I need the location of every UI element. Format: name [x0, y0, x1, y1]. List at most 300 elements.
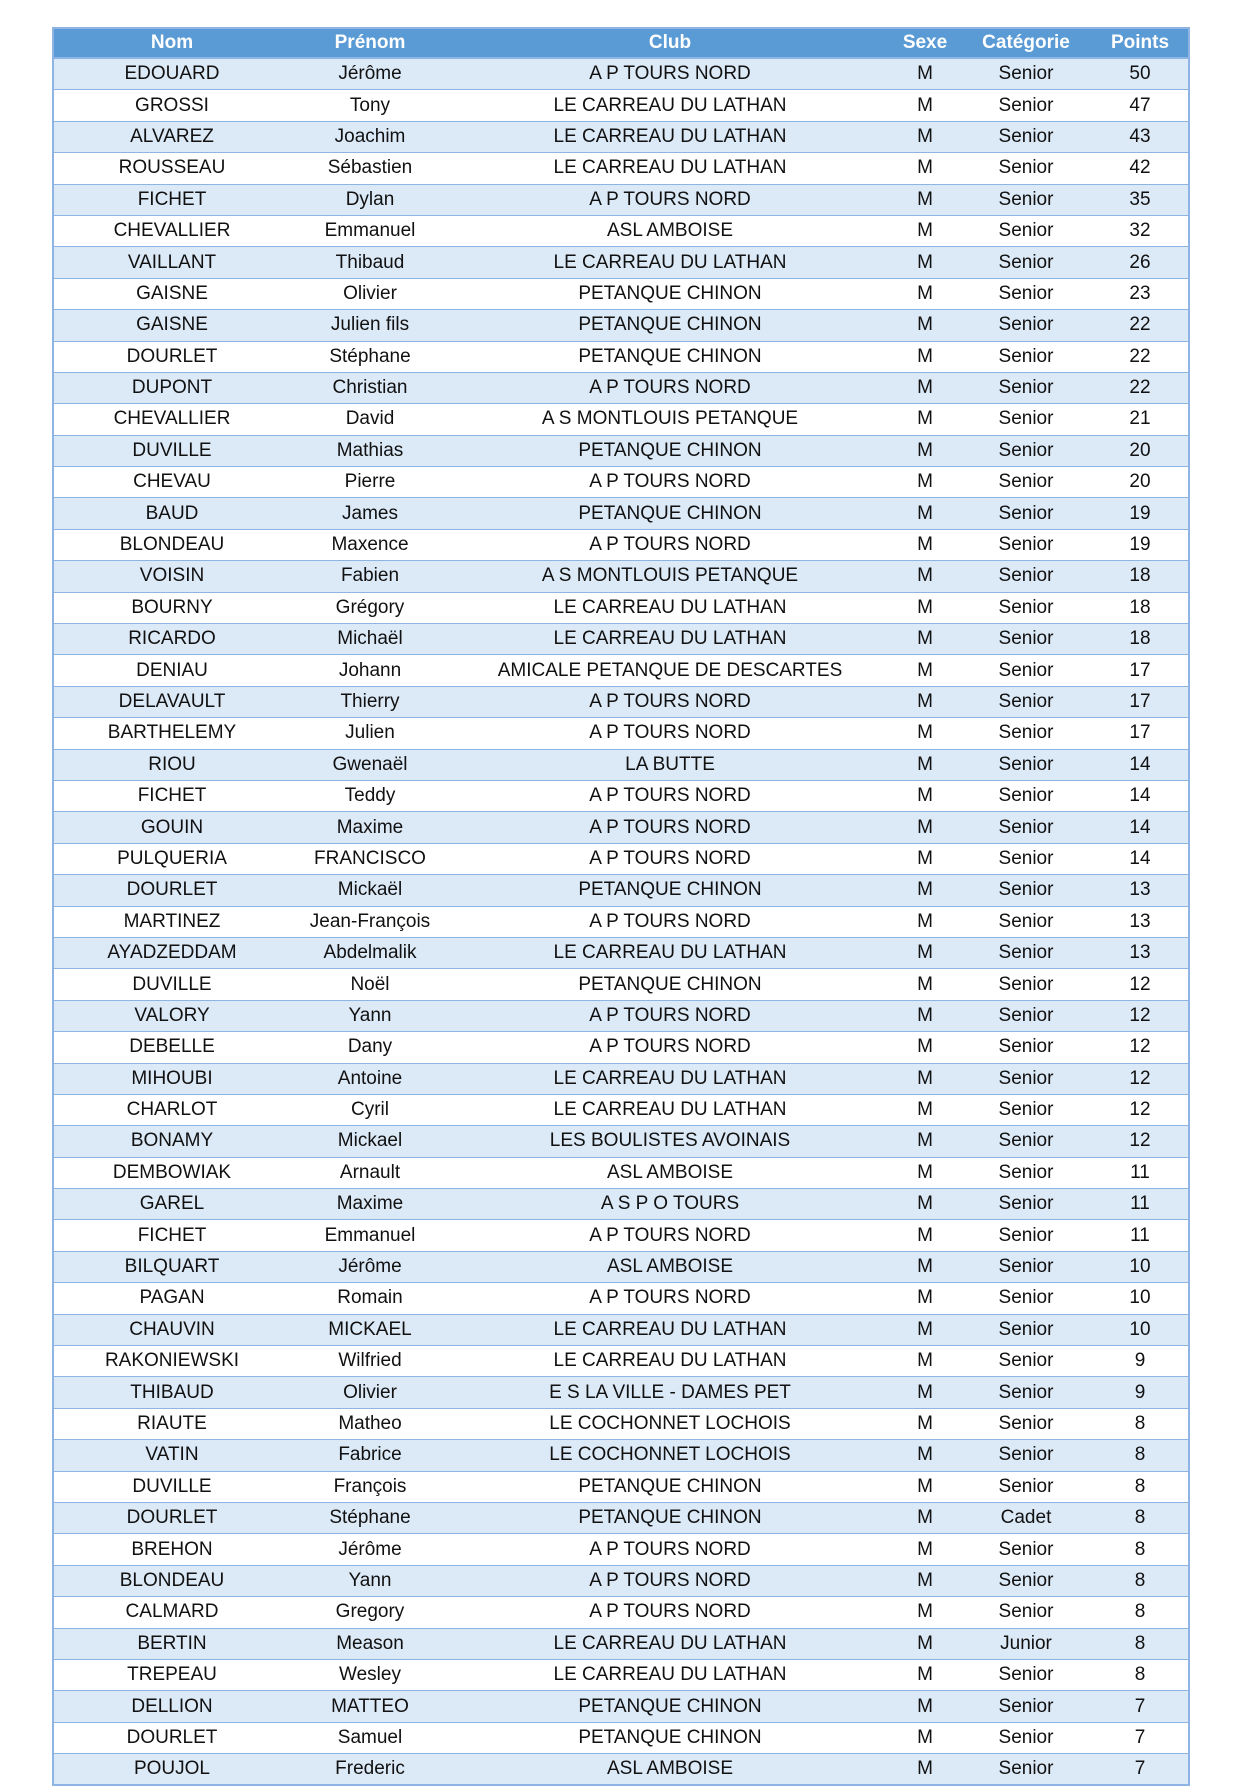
cell-prenom: Teddy	[290, 780, 450, 811]
cell-categorie: Senior	[960, 1471, 1092, 1502]
table-row	[53, 686, 1189, 717]
cell-points: 11	[1092, 1189, 1189, 1220]
cell-points: 22	[1092, 310, 1189, 341]
table-row	[53, 1126, 1189, 1157]
cell-categorie: Senior	[960, 1063, 1092, 1094]
cell-nom: BLONDEAU	[53, 1565, 290, 1596]
cell-sexe: M	[890, 498, 960, 529]
cell-categorie: Senior	[960, 372, 1092, 403]
cell-nom: ALVAREZ	[53, 121, 290, 152]
cell-sexe: M	[890, 1440, 960, 1471]
cell-club: PETANQUE CHINON	[450, 1471, 890, 1502]
cell-nom: RAKONIEWSKI	[53, 1346, 290, 1377]
cell-sexe: M	[890, 184, 960, 215]
table-row	[53, 467, 1189, 498]
cell-points: 18	[1092, 624, 1189, 655]
cell-points: 20	[1092, 467, 1189, 498]
cell-club: LE CARREAU DU LATHAN	[450, 121, 890, 152]
cell-nom: DUVILLE	[53, 969, 290, 1000]
cell-sexe: M	[890, 1534, 960, 1565]
table-row	[53, 1314, 1189, 1345]
cell-points: 8	[1092, 1565, 1189, 1596]
cell-sexe: M	[890, 341, 960, 372]
header-prenom: Prénom	[290, 28, 450, 58]
cell-nom: BERTIN	[53, 1628, 290, 1659]
cell-points: 9	[1092, 1346, 1189, 1377]
cell-prenom: Gwenaël	[290, 749, 450, 780]
cell-club: LE CARREAU DU LATHAN	[450, 624, 890, 655]
cell-prenom: Jérôme	[290, 1534, 450, 1565]
cell-prenom: Julien	[290, 718, 450, 749]
cell-points: 7	[1092, 1691, 1189, 1722]
cell-club: ASL AMBOISE	[450, 1157, 890, 1188]
cell-nom: GAISNE	[53, 278, 290, 309]
cell-categorie: Senior	[960, 780, 1092, 811]
cell-points: 8	[1092, 1659, 1189, 1690]
cell-categorie: Senior	[960, 1032, 1092, 1063]
cell-categorie: Senior	[960, 121, 1092, 152]
cell-points: 8	[1092, 1628, 1189, 1659]
cell-prenom: Stéphane	[290, 1502, 450, 1533]
cell-club: A P TOURS NORD	[450, 1032, 890, 1063]
ranking-table	[52, 27, 1190, 1786]
cell-sexe: M	[890, 1157, 960, 1188]
cell-club: LE CARREAU DU LATHAN	[450, 153, 890, 184]
cell-prenom: Emmanuel	[290, 215, 450, 246]
cell-sexe: M	[890, 780, 960, 811]
cell-sexe: M	[890, 937, 960, 968]
cell-categorie: Senior	[960, 749, 1092, 780]
cell-prenom: Maxence	[290, 529, 450, 560]
cell-club: ASL AMBOISE	[450, 1754, 890, 1786]
cell-club: LA BUTTE	[450, 749, 890, 780]
cell-sexe: M	[890, 655, 960, 686]
table-row	[53, 278, 1189, 309]
cell-nom: GOUIN	[53, 812, 290, 843]
table-row	[53, 561, 1189, 592]
cell-club: LES BOULISTES AVOINAIS	[450, 1126, 890, 1157]
table-row	[53, 1565, 1189, 1596]
cell-nom: VALORY	[53, 1000, 290, 1031]
cell-sexe: M	[890, 1628, 960, 1659]
table-row	[53, 498, 1189, 529]
cell-points: 13	[1092, 937, 1189, 968]
cell-categorie: Senior	[960, 435, 1092, 466]
cell-prenom: Jean-François	[290, 906, 450, 937]
table-row	[53, 749, 1189, 780]
cell-points: 14	[1092, 843, 1189, 874]
cell-categorie: Senior	[960, 184, 1092, 215]
cell-sexe: M	[890, 1000, 960, 1031]
cell-sexe: M	[890, 58, 960, 90]
cell-nom: DOURLET	[53, 1722, 290, 1753]
cell-nom: PAGAN	[53, 1283, 290, 1314]
table-row	[53, 121, 1189, 152]
table-row	[53, 310, 1189, 341]
cell-nom: CHAUVIN	[53, 1314, 290, 1345]
cell-prenom: Emmanuel	[290, 1220, 450, 1251]
cell-points: 43	[1092, 121, 1189, 152]
cell-sexe: M	[890, 1283, 960, 1314]
cell-sexe: M	[890, 121, 960, 152]
cell-points: 14	[1092, 780, 1189, 811]
cell-club: A P TOURS NORD	[450, 843, 890, 874]
cell-prenom: Mickael	[290, 1126, 450, 1157]
cell-categorie: Senior	[960, 843, 1092, 874]
table-row	[53, 90, 1189, 121]
cell-sexe: M	[890, 1471, 960, 1502]
cell-points: 13	[1092, 875, 1189, 906]
table-row	[53, 592, 1189, 623]
table-row	[53, 1471, 1189, 1502]
cell-prenom: Matheo	[290, 1408, 450, 1439]
cell-sexe: M	[890, 278, 960, 309]
cell-points: 8	[1092, 1534, 1189, 1565]
cell-sexe: M	[890, 592, 960, 623]
cell-prenom: Julien fils	[290, 310, 450, 341]
cell-prenom: MATTEO	[290, 1691, 450, 1722]
cell-sexe: M	[890, 1691, 960, 1722]
cell-categorie: Senior	[960, 1440, 1092, 1471]
cell-nom: CHARLOT	[53, 1094, 290, 1125]
table-row	[53, 184, 1189, 215]
cell-categorie: Senior	[960, 812, 1092, 843]
table-row	[53, 718, 1189, 749]
cell-prenom: Fabrice	[290, 1440, 450, 1471]
cell-nom: FICHET	[53, 1220, 290, 1251]
table-row	[53, 1408, 1189, 1439]
cell-prenom: Yann	[290, 1565, 450, 1596]
cell-club: ASL AMBOISE	[450, 1251, 890, 1282]
cell-nom: RIOU	[53, 749, 290, 780]
cell-categorie: Senior	[960, 247, 1092, 278]
cell-nom: VOISIN	[53, 561, 290, 592]
table-row	[53, 1346, 1189, 1377]
cell-nom: CHEVALLIER	[53, 215, 290, 246]
cell-sexe: M	[890, 529, 960, 560]
table-row	[53, 1754, 1189, 1786]
cell-prenom: Dany	[290, 1032, 450, 1063]
cell-nom: BLONDEAU	[53, 529, 290, 560]
cell-sexe: M	[890, 749, 960, 780]
cell-sexe: M	[890, 372, 960, 403]
cell-categorie: Senior	[960, 1000, 1092, 1031]
cell-prenom: David	[290, 404, 450, 435]
cell-points: 23	[1092, 278, 1189, 309]
cell-sexe: M	[890, 1722, 960, 1753]
cell-prenom: Abdelmalik	[290, 937, 450, 968]
cell-prenom: Tony	[290, 90, 450, 121]
table-row	[53, 1251, 1189, 1282]
cell-club: PETANQUE CHINON	[450, 1722, 890, 1753]
table-row	[53, 843, 1189, 874]
cell-categorie: Senior	[960, 1283, 1092, 1314]
cell-sexe: M	[890, 1502, 960, 1533]
cell-nom: BOURNY	[53, 592, 290, 623]
cell-categorie: Junior	[960, 1628, 1092, 1659]
cell-categorie: Senior	[960, 1565, 1092, 1596]
cell-sexe: M	[890, 1251, 960, 1282]
cell-categorie: Senior	[960, 1722, 1092, 1753]
cell-nom: EDOUARD	[53, 58, 290, 90]
cell-club: A P TOURS NORD	[450, 1220, 890, 1251]
cell-categorie: Senior	[960, 875, 1092, 906]
table-row	[53, 1534, 1189, 1565]
table-row	[53, 1094, 1189, 1125]
cell-nom: BONAMY	[53, 1126, 290, 1157]
cell-prenom: Jérôme	[290, 58, 450, 90]
cell-prenom: James	[290, 498, 450, 529]
cell-points: 12	[1092, 969, 1189, 1000]
cell-club: A P TOURS NORD	[450, 906, 890, 937]
cell-club: E S LA VILLE - DAMES PET	[450, 1377, 890, 1408]
cell-club: A P TOURS NORD	[450, 780, 890, 811]
cell-nom: CALMARD	[53, 1597, 290, 1628]
cell-club: PETANQUE CHINON	[450, 875, 890, 906]
cell-prenom: Maxime	[290, 1189, 450, 1220]
cell-sexe: M	[890, 561, 960, 592]
table-row	[53, 624, 1189, 655]
cell-categorie: Senior	[960, 1157, 1092, 1188]
cell-club: PETANQUE CHINON	[450, 1691, 890, 1722]
cell-nom: THIBAUD	[53, 1377, 290, 1408]
cell-nom: POUJOL	[53, 1754, 290, 1786]
cell-points: 12	[1092, 1000, 1189, 1031]
cell-prenom: Romain	[290, 1283, 450, 1314]
cell-points: 19	[1092, 498, 1189, 529]
cell-club: PETANQUE CHINON	[450, 435, 890, 466]
cell-sexe: M	[890, 1189, 960, 1220]
cell-prenom: Wesley	[290, 1659, 450, 1690]
cell-nom: PULQUERIA	[53, 843, 290, 874]
cell-points: 17	[1092, 718, 1189, 749]
cell-prenom: Maxime	[290, 812, 450, 843]
table-row	[53, 1659, 1189, 1690]
cell-points: 26	[1092, 247, 1189, 278]
cell-nom: DENIAU	[53, 655, 290, 686]
cell-club: A P TOURS NORD	[450, 686, 890, 717]
cell-club: LE CARREAU DU LATHAN	[450, 1094, 890, 1125]
cell-club: LE CARREAU DU LATHAN	[450, 1063, 890, 1094]
cell-prenom: Jérôme	[290, 1251, 450, 1282]
cell-categorie: Senior	[960, 561, 1092, 592]
cell-categorie: Senior	[960, 215, 1092, 246]
cell-sexe: M	[890, 1346, 960, 1377]
cell-points: 12	[1092, 1094, 1189, 1125]
cell-sexe: M	[890, 247, 960, 278]
table-row	[53, 1377, 1189, 1408]
cell-points: 18	[1092, 592, 1189, 623]
cell-categorie: Senior	[960, 341, 1092, 372]
cell-sexe: M	[890, 718, 960, 749]
cell-points: 10	[1092, 1251, 1189, 1282]
cell-categorie: Senior	[960, 404, 1092, 435]
cell-prenom: Thierry	[290, 686, 450, 717]
cell-categorie: Senior	[960, 278, 1092, 309]
cell-categorie: Senior	[960, 90, 1092, 121]
cell-club: A P TOURS NORD	[450, 1534, 890, 1565]
cell-prenom: Samuel	[290, 1722, 450, 1753]
cell-nom: DOURLET	[53, 341, 290, 372]
table-row	[53, 1283, 1189, 1314]
cell-prenom: Sébastien	[290, 153, 450, 184]
cell-prenom: Joachim	[290, 121, 450, 152]
table-row	[53, 1440, 1189, 1471]
cell-categorie: Senior	[960, 686, 1092, 717]
cell-points: 11	[1092, 1157, 1189, 1188]
cell-categorie: Senior	[960, 969, 1092, 1000]
cell-club: A P TOURS NORD	[450, 1597, 890, 1628]
cell-sexe: M	[890, 875, 960, 906]
header-sexe: Sexe	[890, 28, 960, 58]
cell-points: 12	[1092, 1126, 1189, 1157]
cell-sexe: M	[890, 215, 960, 246]
table-row	[53, 969, 1189, 1000]
cell-prenom: Christian	[290, 372, 450, 403]
cell-categorie: Senior	[960, 1408, 1092, 1439]
cell-points: 20	[1092, 435, 1189, 466]
cell-sexe: M	[890, 1063, 960, 1094]
cell-nom: BAUD	[53, 498, 290, 529]
cell-points: 32	[1092, 215, 1189, 246]
cell-club: LE COCHONNET LOCHOIS	[450, 1440, 890, 1471]
cell-club: LE COCHONNET LOCHOIS	[450, 1408, 890, 1439]
cell-categorie: Senior	[960, 1534, 1092, 1565]
cell-prenom: Dylan	[290, 184, 450, 215]
cell-prenom: Noël	[290, 969, 450, 1000]
cell-nom: DEMBOWIAK	[53, 1157, 290, 1188]
cell-club: PETANQUE CHINON	[450, 278, 890, 309]
cell-nom: BREHON	[53, 1534, 290, 1565]
cell-nom: DELLION	[53, 1691, 290, 1722]
cell-points: 17	[1092, 655, 1189, 686]
cell-club: LE CARREAU DU LATHAN	[450, 1346, 890, 1377]
table-row	[53, 215, 1189, 246]
cell-club: A P TOURS NORD	[450, 1000, 890, 1031]
cell-points: 8	[1092, 1502, 1189, 1533]
cell-club: A P TOURS NORD	[450, 718, 890, 749]
cell-categorie: Senior	[960, 1094, 1092, 1125]
cell-categorie: Senior	[960, 1377, 1092, 1408]
cell-club: PETANQUE CHINON	[450, 969, 890, 1000]
table-header-row	[53, 28, 1189, 58]
cell-prenom: Mathias	[290, 435, 450, 466]
cell-prenom: Michaël	[290, 624, 450, 655]
cell-sexe: M	[890, 1565, 960, 1596]
cell-prenom: Pierre	[290, 467, 450, 498]
cell-prenom: Wilfried	[290, 1346, 450, 1377]
cell-club: A P TOURS NORD	[450, 58, 890, 90]
table-row	[53, 906, 1189, 937]
cell-points: 47	[1092, 90, 1189, 121]
cell-sexe: M	[890, 1408, 960, 1439]
cell-nom: FICHET	[53, 780, 290, 811]
cell-sexe: M	[890, 624, 960, 655]
cell-prenom: MICKAEL	[290, 1314, 450, 1345]
table-row	[53, 1597, 1189, 1628]
cell-sexe: M	[890, 90, 960, 121]
cell-sexe: M	[890, 1597, 960, 1628]
cell-sexe: M	[890, 1094, 960, 1125]
table-row	[53, 1157, 1189, 1188]
cell-nom: BARTHELEMY	[53, 718, 290, 749]
cell-club: A P TOURS NORD	[450, 372, 890, 403]
cell-sexe: M	[890, 1377, 960, 1408]
header-club: Club	[450, 28, 890, 58]
cell-points: 7	[1092, 1754, 1189, 1786]
cell-sexe: M	[890, 404, 960, 435]
cell-points: 8	[1092, 1597, 1189, 1628]
table-row	[53, 435, 1189, 466]
cell-nom: FICHET	[53, 184, 290, 215]
cell-sexe: M	[890, 906, 960, 937]
cell-prenom: Meason	[290, 1628, 450, 1659]
table-row	[53, 1000, 1189, 1031]
cell-nom: GAISNE	[53, 310, 290, 341]
cell-sexe: M	[890, 1754, 960, 1786]
cell-nom: DUPONT	[53, 372, 290, 403]
cell-nom: VAILLANT	[53, 247, 290, 278]
cell-prenom: Johann	[290, 655, 450, 686]
cell-categorie: Senior	[960, 1189, 1092, 1220]
cell-points: 17	[1092, 686, 1189, 717]
cell-categorie: Senior	[960, 1597, 1092, 1628]
cell-sexe: M	[890, 1659, 960, 1690]
table-row	[53, 1032, 1189, 1063]
table-row	[53, 1502, 1189, 1533]
cell-nom: RIAUTE	[53, 1408, 290, 1439]
cell-club: LE CARREAU DU LATHAN	[450, 90, 890, 121]
cell-categorie: Senior	[960, 1126, 1092, 1157]
cell-sexe: M	[890, 435, 960, 466]
cell-nom: DEBELLE	[53, 1032, 290, 1063]
cell-prenom: Arnault	[290, 1157, 450, 1188]
cell-club: PETANQUE CHINON	[450, 341, 890, 372]
cell-club: A P TOURS NORD	[450, 467, 890, 498]
cell-prenom: Fabien	[290, 561, 450, 592]
cell-club: A S P O TOURS	[450, 1189, 890, 1220]
cell-club: PETANQUE CHINON	[450, 1502, 890, 1533]
cell-points: 12	[1092, 1032, 1189, 1063]
cell-categorie: Senior	[960, 1346, 1092, 1377]
cell-categorie: Senior	[960, 592, 1092, 623]
cell-sexe: M	[890, 812, 960, 843]
cell-club: LE CARREAU DU LATHAN	[450, 1628, 890, 1659]
cell-categorie: Senior	[960, 937, 1092, 968]
cell-categorie: Senior	[960, 718, 1092, 749]
cell-nom: DUVILLE	[53, 1471, 290, 1502]
cell-categorie: Senior	[960, 498, 1092, 529]
cell-points: 18	[1092, 561, 1189, 592]
cell-categorie: Senior	[960, 906, 1092, 937]
cell-points: 8	[1092, 1471, 1189, 1502]
cell-nom: DOURLET	[53, 1502, 290, 1533]
cell-club: A P TOURS NORD	[450, 184, 890, 215]
cell-points: 12	[1092, 1063, 1189, 1094]
cell-points: 22	[1092, 341, 1189, 372]
cell-nom: BILQUART	[53, 1251, 290, 1282]
cell-categorie: Senior	[960, 529, 1092, 560]
cell-club: A S MONTLOUIS PETANQUE	[450, 404, 890, 435]
cell-points: 14	[1092, 749, 1189, 780]
cell-points: 8	[1092, 1440, 1189, 1471]
table-row	[53, 1722, 1189, 1753]
cell-categorie: Senior	[960, 655, 1092, 686]
table-row	[53, 812, 1189, 843]
cell-nom: RICARDO	[53, 624, 290, 655]
cell-points: 50	[1092, 58, 1189, 90]
cell-prenom: Yann	[290, 1000, 450, 1031]
